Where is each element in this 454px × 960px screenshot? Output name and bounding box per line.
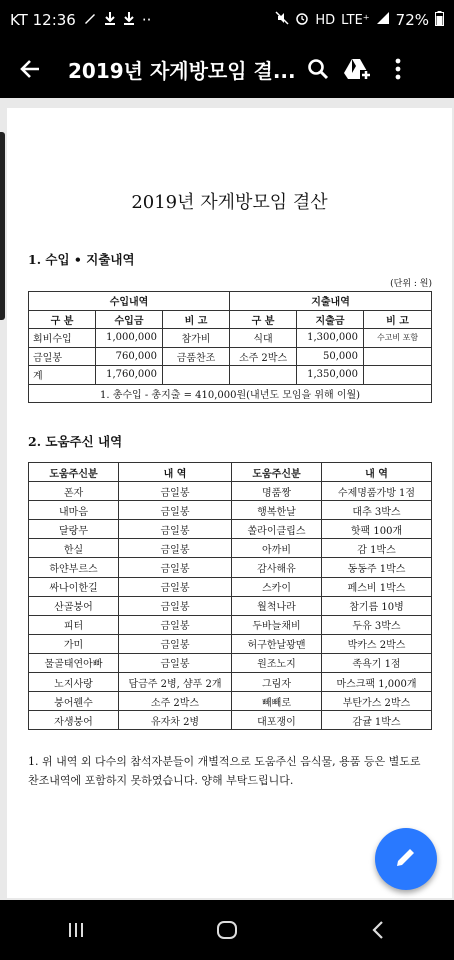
back-icon[interactable]	[343, 900, 413, 960]
summary-row: 1. 총수입 - 총지출 = 410,000원(내년도 모임을 위해 이월)	[29, 384, 432, 403]
donor-name-cell: 그림자	[232, 673, 322, 692]
donor-name-cell: 쏠라이클립스	[232, 520, 322, 539]
table-cell: 식대	[230, 329, 297, 348]
edit-pencil-icon	[394, 845, 418, 873]
expense-header: 지출내역	[230, 292, 432, 311]
table-row	[29, 329, 432, 348]
donation-cell: 수제명품가방 1점	[322, 482, 432, 501]
donation-cell: 박카스 2박스	[322, 634, 432, 653]
drive-add-icon[interactable]	[338, 40, 378, 98]
donation-cell: 유자차 2병	[119, 711, 232, 730]
donation-cell: 담금주 2병, 샴푸 2개	[119, 673, 232, 692]
donor-name-cell: 폰자	[29, 482, 119, 501]
donation-cell: 마스크팩 1,000개	[322, 673, 432, 692]
signal-icon	[376, 11, 390, 29]
donation-cell: 금일봉	[119, 653, 232, 672]
unit-label: (단위 : 원)	[390, 279, 432, 289]
table-row	[29, 347, 432, 366]
donation-cell: 대추 3박스	[322, 501, 432, 520]
donation-cell: 금일봉	[119, 634, 232, 653]
back-arrow-icon[interactable]	[10, 40, 50, 98]
donors-table-body	[29, 482, 432, 730]
edit-fab[interactable]	[375, 828, 437, 890]
more-notifications: ··	[141, 11, 152, 29]
column-header: 비 고	[163, 310, 230, 329]
donor-name-cell: 하얀부르스	[29, 558, 119, 577]
document-page	[7, 108, 452, 898]
scroll-handle[interactable]	[0, 132, 5, 320]
table-row	[29, 711, 432, 730]
donation-cell: 부탄가스 2박스	[322, 692, 432, 711]
table-row	[29, 501, 432, 520]
donor-name-cell: 월척나라	[232, 596, 322, 615]
section-donors-title: 2. 도움주신 내역	[28, 434, 123, 449]
table-cell: 회비수입	[29, 329, 96, 348]
table-row	[29, 673, 432, 692]
donor-name-cell: 물골태연아빠	[29, 653, 119, 672]
table-cell: 금품찬조	[163, 347, 230, 366]
donation-cell: 족욕기 1점	[322, 653, 432, 672]
table-cell: 수고비 포함	[364, 329, 432, 348]
table-cell: 1,300,000	[297, 329, 364, 348]
donation-cell: 핫팩 100개	[322, 520, 432, 539]
home-icon[interactable]	[192, 900, 262, 960]
donor-name-cell: 두바늘채비	[232, 615, 322, 634]
column-header: 내 역	[119, 463, 232, 482]
table-cell: 1,000,000	[96, 329, 163, 348]
donation-cell: 소주 2박스	[119, 692, 232, 711]
donor-name-cell: 스카이	[232, 577, 322, 596]
more-vert-icon[interactable]	[378, 40, 418, 98]
table-cell: 760,000	[96, 347, 163, 366]
donor-name-cell: 허구한날꽝맨	[232, 634, 322, 653]
table-cell: 1,760,000	[96, 366, 163, 385]
donor-name-cell: 노지사랑	[29, 673, 119, 692]
carrier-time: KT 12:36	[10, 11, 76, 29]
donor-name-cell: 아까비	[232, 539, 322, 558]
donor-name-cell: 감사해유	[232, 558, 322, 577]
table-cell: 금일봉	[29, 347, 96, 366]
table-cell: 참가비	[163, 329, 230, 348]
document-title: 2019년 자게방모임 결...	[68, 58, 296, 83]
table-row	[29, 615, 432, 634]
column-header: 도움주신분	[29, 463, 119, 482]
network-indicator: LTE⁺	[341, 12, 370, 28]
search-icon[interactable]	[298, 40, 338, 98]
donation-cell: 금일봉	[119, 615, 232, 634]
donor-name-cell: 피터	[29, 615, 119, 634]
recent-apps-icon[interactable]	[41, 900, 111, 960]
donation-cell: 금일봉	[119, 577, 232, 596]
donation-cell: 참기름 10병	[322, 596, 432, 615]
table-cell	[230, 366, 297, 385]
table-cell: 소주 2박스	[230, 347, 297, 366]
battery-icon	[435, 11, 444, 30]
donor-name-cell: 내마음	[29, 501, 119, 520]
donor-name-cell: 대포쟁이	[232, 711, 322, 730]
donation-cell: 동동주 1박스	[322, 558, 432, 577]
donors-table	[28, 462, 432, 730]
donor-name-cell: 산골붕어	[29, 596, 119, 615]
column-header: 수입금	[96, 310, 163, 329]
donation-cell: 감 1박스	[322, 539, 432, 558]
donation-cell: 두유 3박스	[322, 615, 432, 634]
donation-cell: 금일봉	[119, 520, 232, 539]
mute-icon	[275, 11, 289, 29]
battery-level: 72%	[395, 11, 429, 29]
table-row	[29, 366, 432, 385]
donor-name-cell: 명품짱	[232, 482, 322, 501]
page-title: 2019년 자게방모임 결산	[131, 192, 328, 213]
table-row	[29, 539, 432, 558]
column-header: 도움주신분	[232, 463, 322, 482]
table-cell: 계	[29, 366, 96, 385]
table-row	[29, 653, 432, 672]
app-bar	[0, 40, 454, 98]
donor-name-cell: 달랑무	[29, 520, 119, 539]
donor-name-cell: 한실	[29, 539, 119, 558]
download-icon	[123, 11, 135, 29]
hd-indicator: HD	[315, 12, 336, 28]
column-header: 지출금	[297, 310, 364, 329]
donation-cell: 감귤 1박스	[322, 711, 432, 730]
donor-name-cell: 자생붕어	[29, 711, 119, 730]
donation-cell: 금일봉	[119, 501, 232, 520]
income-header: 수입내역	[29, 292, 230, 311]
system-nav-bar	[0, 900, 454, 960]
download-icon	[104, 11, 116, 29]
table-row	[29, 482, 432, 501]
table-row	[29, 596, 432, 615]
donor-name-cell: 붕어웬수	[29, 692, 119, 711]
donation-cell: 금일봉	[119, 596, 232, 615]
table-cell: 1,350,000	[297, 366, 364, 385]
table-row	[29, 692, 432, 711]
table-cell: 50,000	[297, 347, 364, 366]
income-expense-table	[28, 291, 432, 403]
table-cell	[364, 347, 432, 366]
column-header: 구 분	[29, 310, 96, 329]
table-row	[29, 558, 432, 577]
donor-name-cell: 가미	[29, 634, 119, 653]
donation-cell: 금일봉	[119, 482, 232, 501]
brush-icon	[83, 11, 97, 29]
donation-cell: 금일봉	[119, 539, 232, 558]
donation-cell: 페스비 1박스	[322, 577, 432, 596]
table-row	[29, 634, 432, 653]
donor-name-cell: 행복한날	[232, 501, 322, 520]
column-header: 비 고	[364, 310, 432, 329]
footnote: 1. 위 내역 외 다수의 참석자분들이 개별적으로 도움주신 음식물, 용품 등은 별도로 찬조내역에 포함하지 못하였습니다. 양해 부탁드립니다.	[28, 755, 421, 787]
column-header: 구 분	[230, 310, 297, 329]
section-income-expense-title: 1. 수입 • 지출내역	[28, 252, 135, 267]
column-header: 내 역	[322, 463, 432, 482]
table-row	[29, 520, 432, 539]
donation-cell: 금일봉	[119, 558, 232, 577]
donor-name-cell: 싸나이한길	[29, 577, 119, 596]
alarm-icon	[295, 11, 309, 29]
donor-name-cell: 빼빼로	[232, 692, 322, 711]
status-bar	[0, 0, 454, 40]
donor-name-cell: 원조노지	[232, 653, 322, 672]
table-cell	[163, 366, 230, 385]
table-row	[29, 577, 432, 596]
table-cell	[364, 366, 432, 385]
